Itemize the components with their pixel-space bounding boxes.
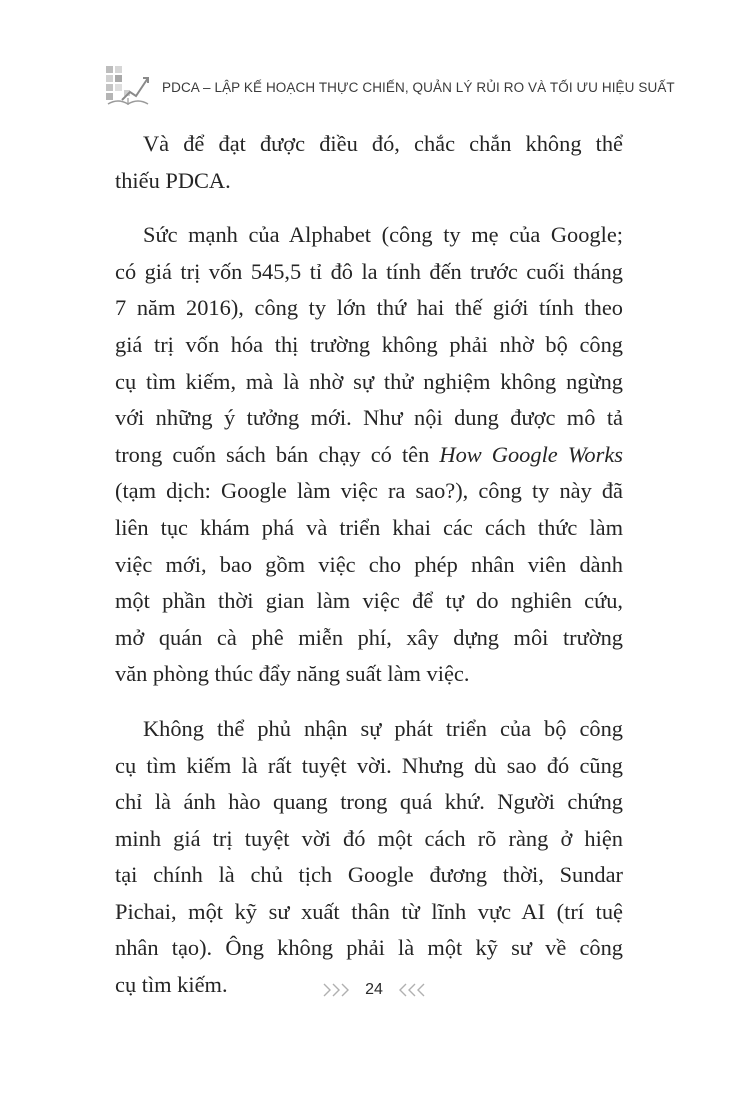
- page-body: [115, 126, 623, 1022]
- text-line: minh giá trị tuyệt vời đó một cách rõ ràng ở hiện: [115, 825, 623, 851]
- text-line: tại chính là chủ tịch Google đương thời, Sundar: [115, 862, 623, 888]
- text-line: việc mới, bao gồm việc cho phép nhân viên dành: [115, 551, 623, 577]
- text-line: thiếu PDCA.: [115, 167, 231, 193]
- text-line: cụ tìm kiếm.: [115, 972, 228, 998]
- text-line: [115, 437, 623, 474]
- page-number: 24: [365, 981, 383, 998]
- text-line: văn phòng thúc đẩy năng suất làm việc.: [115, 661, 470, 687]
- text-line: với những ý tưởng mới. Như nội dung được mô tả: [115, 405, 623, 431]
- book-title: How Google Works: [439, 441, 623, 467]
- text-line: cụ tìm kiếm, mà là nhờ sự thử nghiệm không ngừng: [115, 368, 623, 394]
- text-line: 7 năm 2016), công ty lớn thứ hai thế giới tính theo: [115, 295, 623, 321]
- paragraph-2: [115, 217, 623, 693]
- text-line: chỉ là ánh hào quang trong quá khứ. Người chứng: [115, 789, 623, 815]
- text-line: có giá trị vốn 545,5 tỉ đô la tính đến trước cuối tháng: [115, 258, 623, 284]
- chevrons-right-icon: [323, 983, 353, 997]
- text-line: (tạm dịch: Google làm việc ra sao?), công ty này đã: [115, 478, 623, 504]
- text-line: Pichai, một kỹ sư xuất thân từ lĩnh vực AI (trí tuệ: [115, 898, 623, 924]
- header-title: PDCA – LẬP KẾ HOẠCH THỰC CHIẾN, QUẢN LÝ RỦI RO VÀ TỐI ƯU HIỆU SUẤT: [162, 80, 675, 95]
- text-line: liên tục khám phá và triển khai các cách thức làm: [115, 514, 623, 540]
- text-line: Không thể phủ nhận sự phát triển của bộ công: [143, 715, 623, 741]
- paragraph-3: [115, 711, 623, 1004]
- page-footer: [0, 981, 748, 1011]
- text-line: nhân tạo). Ông không phải là một kỹ sư về công: [115, 935, 623, 961]
- running-header: [104, 64, 675, 110]
- text-line: Sức mạnh của Alphabet (công ty mẹ của Google;: [143, 222, 623, 248]
- paragraph-1: [115, 126, 623, 199]
- text-line: Và để đạt được điều đó, chắc chắn không thể: [143, 131, 623, 156]
- text-line: mở quán cà phê miễn phí, xây dựng môi trường: [115, 624, 623, 650]
- text-fragment: trong cuốn sách bán chạy có tên: [115, 441, 440, 467]
- book-chart-icon: [104, 64, 152, 110]
- chevrons-left-icon: [395, 983, 425, 997]
- text-line: cụ tìm kiếm là rất tuyệt vời. Nhưng dù sao đó cũng: [115, 752, 623, 778]
- text-line: một phần thời gian làm việc để tự do nghiên cứu,: [115, 588, 623, 614]
- text-line: giá trị vốn hóa thị trường không phải nhờ bộ công: [115, 331, 623, 357]
